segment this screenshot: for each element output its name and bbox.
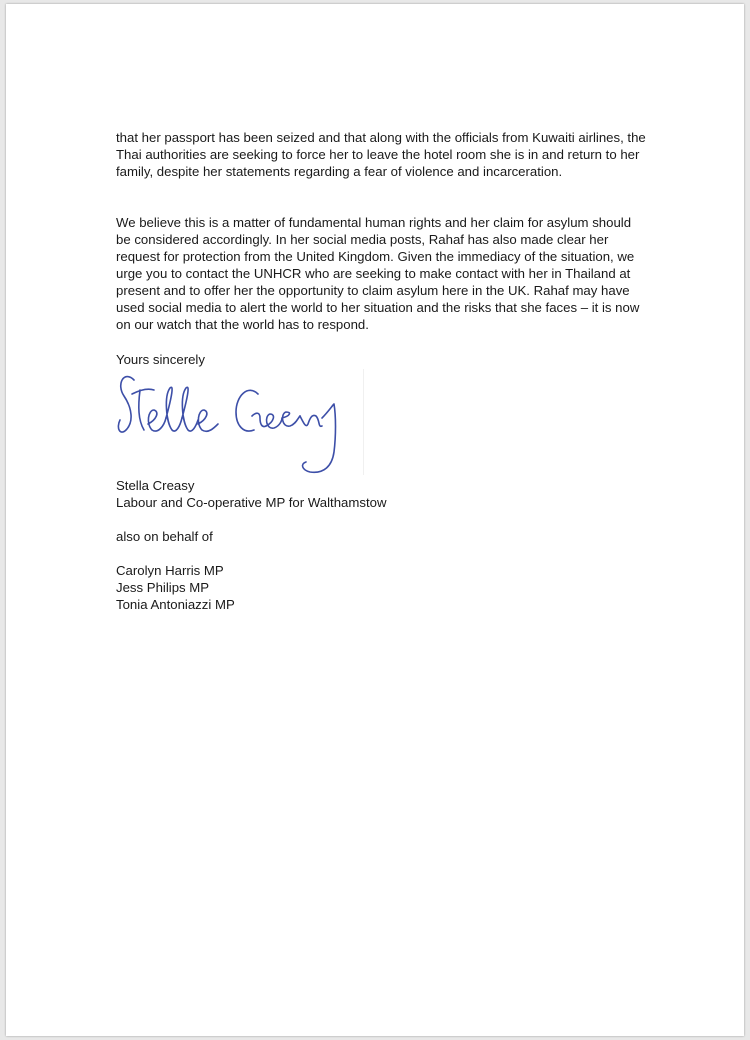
handwritten-signature (114, 366, 374, 478)
body-paragraph-1: that her passport has been seized and that along with the officials from Kuwaiti airlines, the Thai authorities are seeking to force her to leave the hotel room she is in and return to her family, despite her statements regarding a fear of violence and incarceration. (116, 130, 646, 179)
letter-page (6, 4, 744, 1036)
signer-name: Stella Creasy (116, 478, 195, 493)
cosigner-item: Tonia Antoniazzi MP (116, 597, 235, 612)
signature-scan-edge (363, 369, 364, 475)
signature-strokes (118, 377, 335, 473)
on-behalf-line: also on behalf of (116, 529, 213, 544)
cosigner-item: Carolyn Harris MP (116, 563, 224, 578)
cosigner-item: Jess Philips MP (116, 580, 210, 595)
body-paragraph-2: We believe this is a matter of fundamental human rights and her claim for asylum should be considered accordingly. In her social media posts, Rahaf has also made clear her request for protection from the United Kingdom. Given the immediacy of the situation, we urge you to contact the UNHCR who are seeking to make contact with her in Thailand at present and to offer her the opportunity to claim asylum here in the UK. Rahaf may have used social media to alert the world to her situation and the risks that she faces – it is now on our watch that the world has to respond. (116, 215, 640, 332)
closing-salutation: Yours sincerely (116, 352, 205, 367)
signer-role: Labour and Co-operative MP for Walthamstow (116, 495, 387, 510)
cosigner-list (116, 562, 646, 613)
